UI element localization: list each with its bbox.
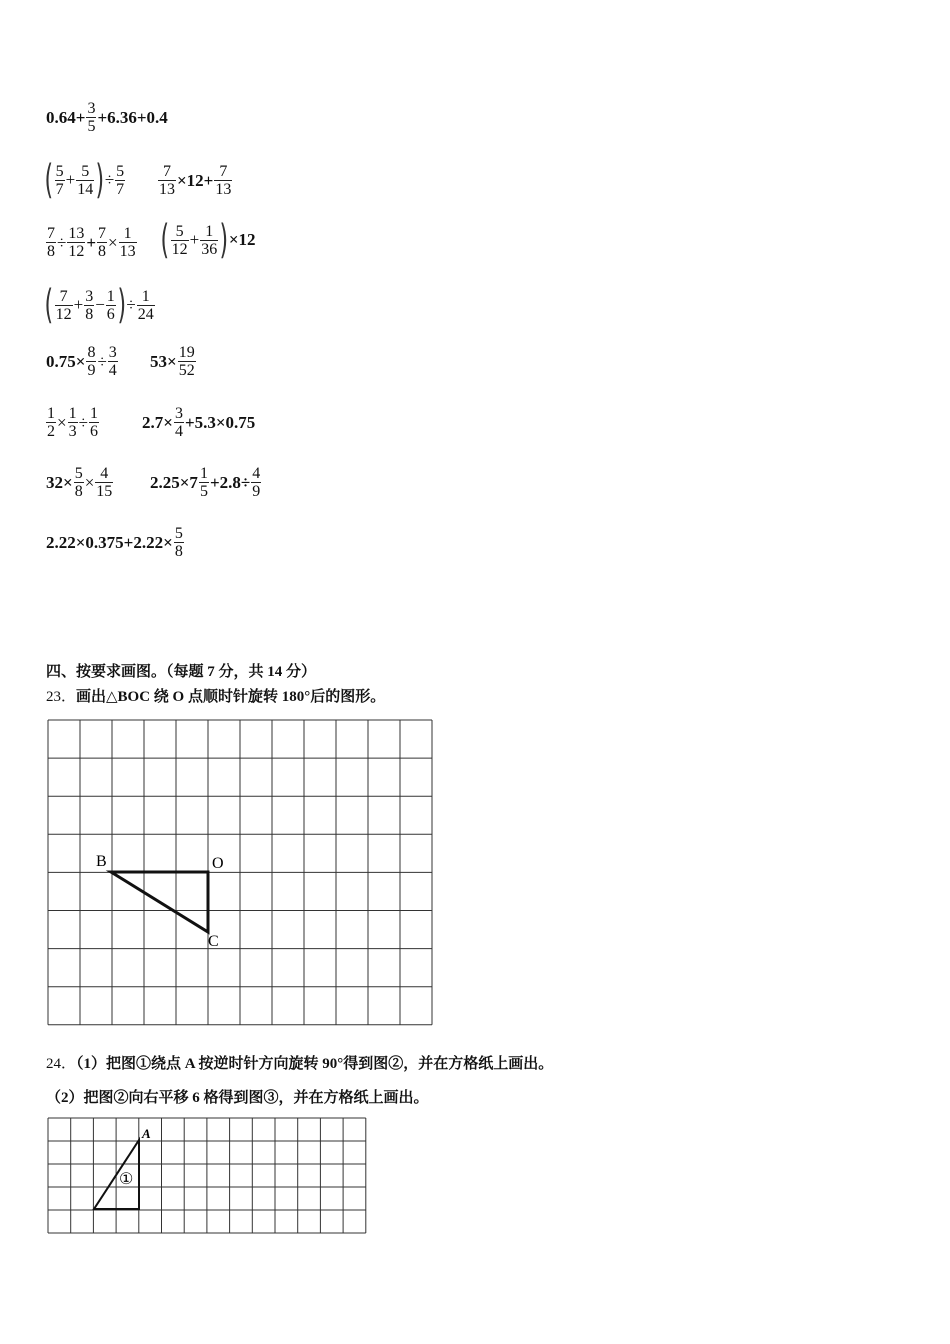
fraction: $\frac{5}{8}$ — [74, 465, 83, 500]
expr-text: ×12+ — [177, 170, 214, 190]
operator: + — [73, 295, 84, 314]
operator: × — [108, 232, 118, 252]
section-heading: 四、按要求画图。（每题 7 分，共 14 分） — [46, 664, 317, 680]
expr-text: 0.64+ — [46, 107, 86, 127]
fraction: $\frac{5}{7}$ — [55, 162, 64, 198]
operator: × — [57, 412, 67, 432]
fraction: $\frac{1}{2}$ — [47, 405, 55, 440]
label-b: B — [96, 853, 107, 870]
left-paren: ( — [160, 217, 170, 263]
fraction: $\frac{1}{6}$ — [106, 287, 115, 323]
grid-24-lines — [48, 1118, 366, 1233]
operator: + — [65, 170, 76, 189]
operator: × — [84, 472, 95, 492]
fraction: $\frac{3}{8}$ — [85, 287, 94, 323]
expr-text: +6.36+0.4 — [97, 107, 168, 127]
expr-text: +2.8÷ — [209, 472, 251, 492]
left-paren: ( — [44, 157, 54, 203]
operator: ÷ — [126, 295, 136, 314]
fraction: $\frac{7}{13}$ — [215, 163, 232, 198]
operator: ÷ — [97, 351, 107, 371]
expr-text: 2.7× — [142, 412, 173, 432]
question-text: 画出△BOC 绕 O 点顺时针旋转 180°后的图形。 — [76, 689, 386, 705]
fraction: $\frac{8}{9}$ — [87, 344, 96, 379]
fraction: $\frac{5}{12}$ — [171, 222, 188, 258]
label-c: C — [208, 933, 219, 950]
fraction: $\frac{1}{36}$ — [201, 222, 218, 258]
fraction: $\frac{1}{3}$ — [68, 405, 77, 440]
question-24-part-2: （2）把图②向右平移 6 格得到图③，并在方格纸上画出。 — [46, 1090, 429, 1106]
label-figure-1: ① — [119, 1171, 134, 1188]
fraction: $\frac{1}{5}$ — [199, 465, 208, 500]
operator: − — [95, 295, 105, 314]
fraction: $\frac{13}{12}$ — [68, 225, 85, 260]
right-paren: ) — [117, 282, 126, 328]
expr-text: 2.25×7 — [150, 472, 198, 492]
right-paren: ) — [95, 157, 105, 203]
fraction: $\frac{5}{8}$ — [174, 525, 183, 560]
question-number: 23． — [46, 689, 77, 705]
fraction: $\frac{7}{8}$ — [98, 225, 107, 260]
fraction: $\frac{7}{12}$ — [55, 287, 72, 323]
fraction: $\frac{19}{52}$ — [178, 344, 195, 379]
triangle-boc — [111, 872, 208, 932]
label-o: O — [212, 855, 224, 872]
fraction: $\frac{4}{9}$ — [252, 465, 261, 500]
operator: ÷ — [78, 412, 88, 432]
fraction: $\frac{7}{13}$ — [159, 163, 175, 198]
operator: ÷ — [57, 232, 67, 252]
label-a: A — [142, 1126, 151, 1141]
fraction: $\frac{1}{13}$ — [119, 225, 136, 260]
question-number: 24． — [46, 1056, 77, 1072]
question-text: （1）把图①绕点 A 按逆时针方向旋转 90°得到图②，并在方格纸上画出。 — [76, 1056, 554, 1072]
expr-text: ×12 — [228, 230, 256, 249]
operator: ÷ — [104, 170, 115, 189]
fraction: $\frac{5}{7}$ — [116, 162, 125, 198]
fraction: $\frac{1}{24}$ — [137, 287, 154, 323]
fraction: $\frac{4}{15}$ — [96, 465, 113, 500]
fraction: $\frac{3}{4}$ — [174, 405, 183, 440]
left-paren: ( — [44, 282, 54, 328]
expr-text: 53× — [150, 351, 177, 371]
expr-text: 0.75× — [46, 351, 86, 371]
expr-text: +5.3×0.75 — [184, 412, 256, 432]
question-24-part-1 — [46, 1052, 553, 1073]
grid-23-lines — [48, 720, 432, 1025]
fraction: $\frac{1}{6}$ — [89, 405, 98, 440]
fraction: $\frac{7}{8}$ — [47, 225, 55, 260]
right-paren: ) — [219, 217, 229, 263]
fraction: $\frac{3}{4}$ — [108, 344, 117, 379]
expr-text: 32× — [46, 472, 73, 492]
expr-text: 2.22×0.375+2.22× — [46, 532, 173, 552]
operator: + — [189, 230, 200, 249]
operator: + — [86, 232, 97, 252]
fraction: $\frac{3}{5}$ — [87, 100, 96, 135]
fraction: $\frac{5}{14}$ — [77, 162, 94, 198]
